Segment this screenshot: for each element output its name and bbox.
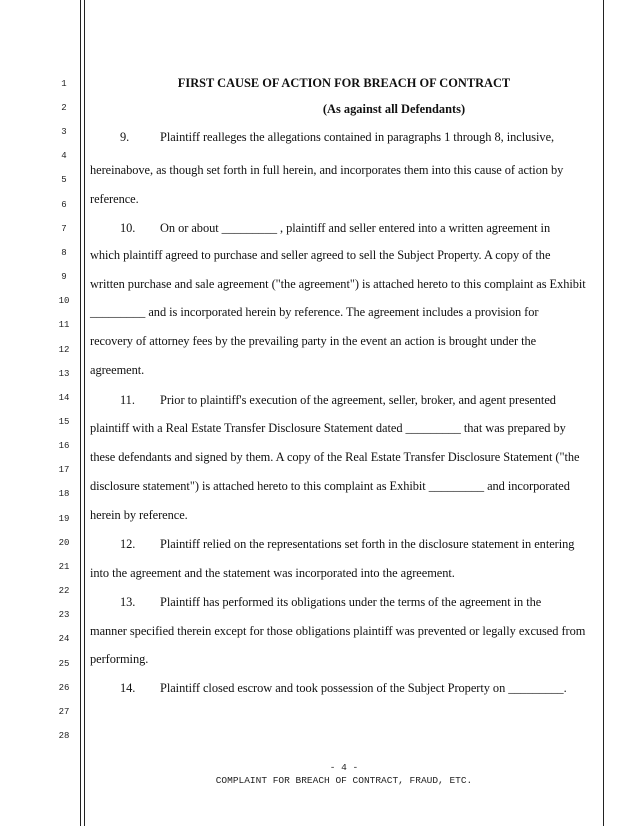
paragraph-10-line: recovery of attorney fees by the prevailing party in the event an action is brought under the [90,334,537,348]
line-number: 18 [58,489,70,499]
line-number: 20 [58,538,70,548]
line-number: 2 [61,103,67,113]
paragraph-number: 11. [120,393,135,407]
paragraph-10-line: agreement. [90,363,145,377]
cause-of-action-subheading: (As against all Defendants) [322,102,466,116]
line-number: 3 [61,127,67,137]
line-number: 5 [61,175,67,185]
line-number: 15 [58,417,70,427]
paragraph-12-line [120,537,628,552]
left-margin-rule-inner [84,0,85,826]
line-number: 28 [58,731,70,741]
line-number: 26 [58,683,70,693]
paragraph-11-line: disclosure statement") is attached hereto to this complaint as Exhibit _________ and incorporated [90,479,570,493]
paragraph-number: 14. [120,681,136,695]
line-number: 9 [61,272,67,282]
paragraph-text: Plaintiff realleges the allegations contained in paragraphs 1 through 8, inclusive, [160,130,555,144]
line-number: 23 [58,610,70,620]
line-number: 16 [58,441,70,451]
cause-of-action-heading: FIRST CAUSE OF ACTION FOR BREACH OF CONTRACT [177,76,511,90]
page-number: - 4 - [329,762,359,773]
paragraph-text: Plaintiff has performed its obligations under the terms of the agreement in the [160,595,542,609]
line-number: 22 [58,586,70,596]
line-number: 17 [58,465,70,475]
line-number: 11 [58,320,70,330]
paragraph-11-line: plaintiff with a Real Estate Transfer Disclosure Statement dated _________ that was prepared by [90,421,566,435]
footer-title: COMPLAINT FOR BREACH OF CONTRACT, FRAUD, ETC. [215,775,473,786]
line-number: 10 [58,296,70,306]
paragraph-11-line: herein by reference. [90,508,188,522]
paragraph-text: Plaintiff closed escrow and took possession of the Subject Property on _________. [160,681,567,695]
line-number: 24 [58,634,70,644]
line-number: 14 [58,393,70,403]
line-number: 27 [58,707,70,717]
line-number: 19 [58,514,70,524]
paragraph-12-line: into the agreement and the statement was incorporated into the agreement. [90,566,455,580]
line-number: 6 [61,200,67,210]
line-number: 25 [58,659,70,669]
paragraph-13-line: manner specified therein except for those obligations plaintiff was prevented or legally excused from [90,624,586,638]
right-margin-rule [603,0,604,826]
paragraph-text: On or about _________ , plaintiff and seller entered into a written agreement in [160,221,551,235]
paragraph-9-line [120,130,628,145]
paragraph-10-line: written purchase and sale agreement ("the agreement") is attached hereto to this complaint as Exhibit [90,277,586,291]
line-number: 13 [58,369,70,379]
paragraph-10-line: _________ and is incorporated herein by reference. The agreement includes a provision for [90,305,539,319]
paragraph-11-line: these defendants and signed by them. A copy of the Real Estate Transfer Disclosure Statement ("the [90,450,580,464]
paragraph-text: Prior to plaintiff's execution of the agreement, seller, broker, and agent presented [160,393,556,407]
paragraph-9-line: hereinabove, as though set forth in full herein, and incorporates them into this cause of action by [90,163,564,177]
line-number: 1 [61,79,67,89]
paragraph-14-line [120,681,628,696]
line-number: 7 [61,224,67,234]
paragraph-number: 13. [120,595,136,609]
paragraph-number: 10. [120,221,136,235]
line-number: 12 [58,345,70,355]
paragraph-9-line: reference. [90,192,139,206]
paragraph-11-line [120,393,628,408]
paragraph-10-line: which plaintiff agreed to purchase and seller agreed to sell the Subject Property. A copy of the [90,248,551,262]
line-number: 4 [61,151,67,161]
paragraph-number: 9. [120,130,130,144]
line-number: 8 [61,248,67,258]
paragraph-13-line [120,595,628,610]
paragraph-13-line: performing. [90,652,149,666]
paragraph-text: Plaintiff relied on the representations set forth in the disclosure statement in entering [160,537,575,551]
paragraph-10-line [120,221,628,236]
left-margin-rule-outer [80,0,81,826]
line-number: 21 [58,562,70,572]
paragraph-number: 12. [120,537,136,551]
